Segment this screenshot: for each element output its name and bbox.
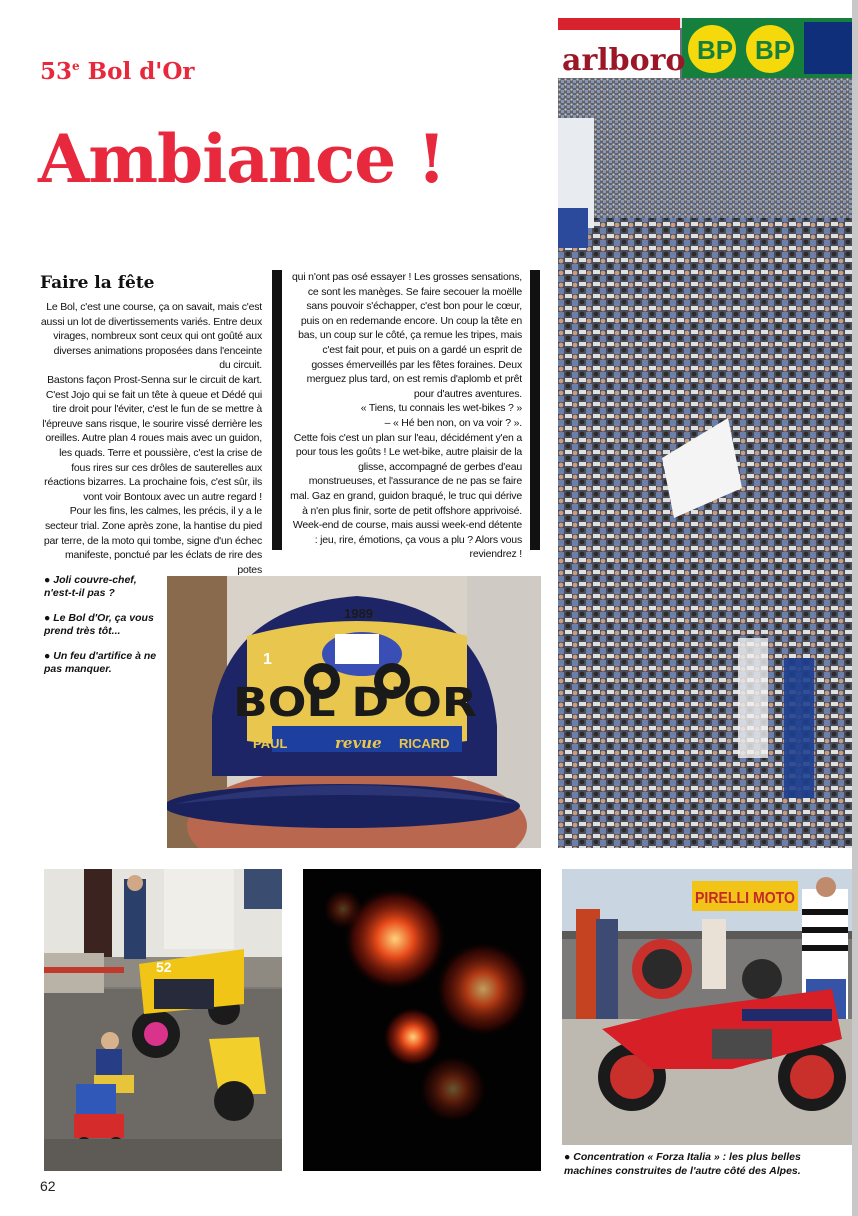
paragraph: « Tiens, tu connais les wet-bikes ? » — [360, 402, 522, 415]
pirelli-banner-text: PIRELLI MOTO — [695, 890, 795, 907]
cap-number: 1 — [263, 651, 272, 668]
article-column-left — [40, 272, 262, 577]
caption-forza-italia: ● Concentration « Forza Italia » : les plus belles machines construites de l'autre côté des Alpes. — [564, 1151, 801, 1177]
paragraph: Le Bol, c'est une course, ça on savait, mais c'est aussi un lot de divertissements variés. Entre deux virages, nombreux sont ceux qui ont goûté aux diverses animations proposées dans l'enceinte du circuit. — [40, 301, 262, 372]
banner-bp-1: BP — [697, 35, 734, 65]
article-subhead: Faire la fête — [40, 273, 155, 293]
italian-bikes-photo — [562, 869, 854, 1145]
caption-fireworks: ● Un feu d'artifice à ne pas manquer. — [44, 650, 157, 675]
paragraph: qui n'ont pas osé essayer ! Les grosses sensations, ce sont les manèges. Se faire secouer la moëlle sans pouvoir s'échapper, c'est bon pour le cœur, puis on en redemande encore. Un coup la tête en bas, un coup sur le côté, ça remue les tripes, mais c'est fait pour, et puis on a gardé un esprit de gosses émerveillés par les fêtes foraines. Deux merguez plus tard, on est remis d'aplomb et prêt pour d'autres aventures. — [292, 271, 522, 400]
paragraph: Week-end de course, mais aussi week-end détente : jeu, rire, émotions, ça vous a plu ? Alors vous reviendrez ! — [292, 519, 522, 561]
cap-sponsor-1: PAUL — [253, 736, 288, 751]
page-number: 62 — [40, 1178, 56, 1194]
fireworks-photo — [303, 869, 541, 1171]
caption-early: ● Le Bol d'Or, ça vous prend très tôt... — [44, 612, 154, 637]
paragraph: Pour les fins, les calmes, les précis, il y a le secteur trial. Zone après zone, la hantise du pied par terre, de la moto qui tombe, signe d'un échec manifeste, ponctué par les éclats de rire des potes — [43, 505, 262, 576]
photo-captions — [44, 574, 164, 688]
bike-number: 52 — [156, 959, 172, 975]
child-motorcycle-photo — [44, 869, 282, 1171]
page-edge — [852, 0, 858, 1216]
page-title: Ambiance ! — [38, 120, 446, 198]
article-column-right — [290, 270, 522, 562]
kicker-superscript: e — [72, 59, 80, 73]
paragraph: – « Hé ben non, on va voir ? ». — [384, 416, 522, 429]
paragraph: Cette fois c'est un plan sur l'eau, décidément y'en a pour tous les goûts ! Le wet-bike, autre plaisir de la glisse, accompagné de gerbes d'eau monstrueuses, et l'assurance de ne pas se faire mal. Gaz en grand, guidon braqué, le truc qui dérive à n'en plus finir, sorte de petit offshore apprivoisé. — [290, 431, 522, 517]
column-rule — [530, 270, 540, 550]
cap-brand: BOL D'OR — [233, 680, 477, 726]
banner-bp-2: BP — [755, 35, 792, 65]
column-rule — [272, 270, 282, 550]
banner-text-left: arlboro — [562, 43, 686, 78]
cap-year: 1989 — [344, 606, 373, 621]
cap-sponsor-2: revue — [335, 734, 382, 752]
kicker-text: Bol d'Or — [79, 58, 195, 85]
caption-cap: ● Joli couvre-chef, n'est-t-il pas ? — [44, 574, 137, 599]
cap-photo — [167, 576, 541, 848]
kicker-number: 53 — [40, 58, 73, 85]
crowd-photo — [558, 18, 854, 848]
paragraph: Bastons façon Prost-Senna sur le circuit de kart. C'est Jojo qui se fait un tête à queue et Dédé qui tire droit pour l'éviter, c'est le fun de se mettre à l'épreuve sans risque, le sourire vissé derrière les oreilles. Autre plan 4 roues mais avec un guidon, les quads. Terre et poussière, c'est la crise de fous rires sur ces drôles de sauterelles aux réactions bizarres. La prochaine fois, c'est sûr, ils vont voir Bontoux avec un autre regard ! — [42, 373, 262, 503]
cap-sponsor-3: RICARD — [399, 736, 450, 751]
section-kicker — [40, 58, 194, 85]
